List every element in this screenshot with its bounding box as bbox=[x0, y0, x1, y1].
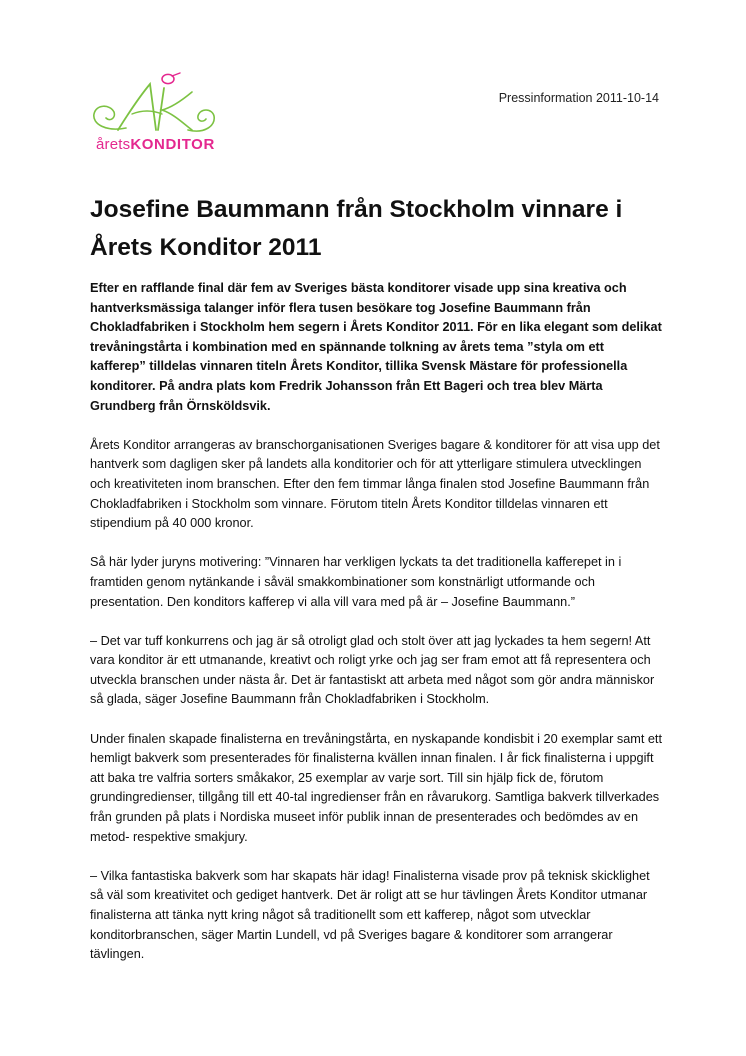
lead-paragraph: Efter en rafflande final där fem av Sveriges bästa konditorer visade upp sina kreativa och hantverksmässiga talanger inför flera tusen besökare tog Josefine Baummann från Chokladfabriken i Stockholm hem segern i Årets Konditor 2011. För en lika elegant som delikat trevåningstårta i kombination med en spännande tolkning av årets tema ”styla om ett kafferep” tilldelas vinnaren titeln Årets Konditor, tillika Svensk Mästare för professionella konditorer. På andra plats kom Fredrik Johansson från Ett Bageri och trea blev Märta Grundberg från Örnsköldsvik. bbox=[90, 281, 662, 413]
logo-word-konditor: KONDITOR bbox=[130, 136, 215, 153]
press-info-date: Pressinformation 2011-10-14 bbox=[498, 91, 659, 105]
article-body bbox=[90, 279, 662, 984]
body-paragraph: Under finalen skapade finalisterna en trevåningstårta, en nyskapande kondisbit i 20 exemplar samt ett hemligt bakverk som presenterades för finalisterna kvällen innan finalen. I år fick finalisterna i uppgift att baka tre valfria sorters småkakor, 25 exemplar av varje sort. Till sin hjälp fick de, förutom grundingredienser, tillgång till ett 40-tal ingredienser från en råvarukorg. Samtliga bakverk tillverkades från grunden på plats i Nordiska museet inför publik innan de presenterades och bedömdes av en metod- respektive smakjury. bbox=[90, 731, 662, 844]
body-paragraph: – Det var tuff konkurrens och jag är så otroligt glad och stolt över att jag lyckades ta hem segern! Att vara konditor är ett utmanande, kreativt och roligt yrke och jag ser fram emot att få representera och utveckla branschen under nästa år. Det är fantastiskt att arbeta med något som gör andra människor så glada, säger Josefine Baummann från Chokladfabriken i Stockholm. bbox=[90, 633, 655, 707]
logo-wordmark bbox=[96, 136, 215, 153]
article-title: Josefine Baummann från Stockholm vinnare i Årets Konditor 2011 bbox=[90, 196, 623, 261]
body-paragraph: Årets Konditor arrangeras av branschorganisationen Sveriges bagare & konditorer för att visa upp det hantverk som dagligen sker på landets alla konditorier och för att ytterligare stimulera utvecklingen och kreativiteten inom branschen. Efter den fem timmar långa finalen stod Josefine Baummann från Chokladfabriken i Stockholm som vinnare. Förutom titeln Årets Konditor tilldelas vinnaren ett stipendium på 40 000 kronor. bbox=[90, 437, 660, 531]
body-paragraph: Så här lyder juryns motivering: ”Vinnaren har verkligen lyckats ta det traditionella kafferepet in i framtiden genom nytänkande i såväl smakkombinationer som konstnärligt utformande och presentation. Den konditors kafferep vi alla vill vara med på är – Josefine Baummann.” bbox=[90, 555, 622, 609]
body-paragraph: – Vilka fantastiska bakverk som har skapats här idag! Finalisterna visade prov på teknisk skicklighet så väl som kreativitet och gediget hantverk. Det är roligt att se hur tävlingen Årets Konditor utmanar finalisterna att tänka nytt kring något så traditionellt som ett kafferep, något som utvecklar konditorbranschen, säger Martin Lundell, vd på Sveriges bagare & konditorer som arrangerar tävlingen. bbox=[90, 868, 650, 962]
logo-word-arets: årets bbox=[96, 136, 131, 153]
arets-konditor-logo bbox=[88, 70, 220, 160]
ak-monogram-icon bbox=[88, 70, 220, 140]
